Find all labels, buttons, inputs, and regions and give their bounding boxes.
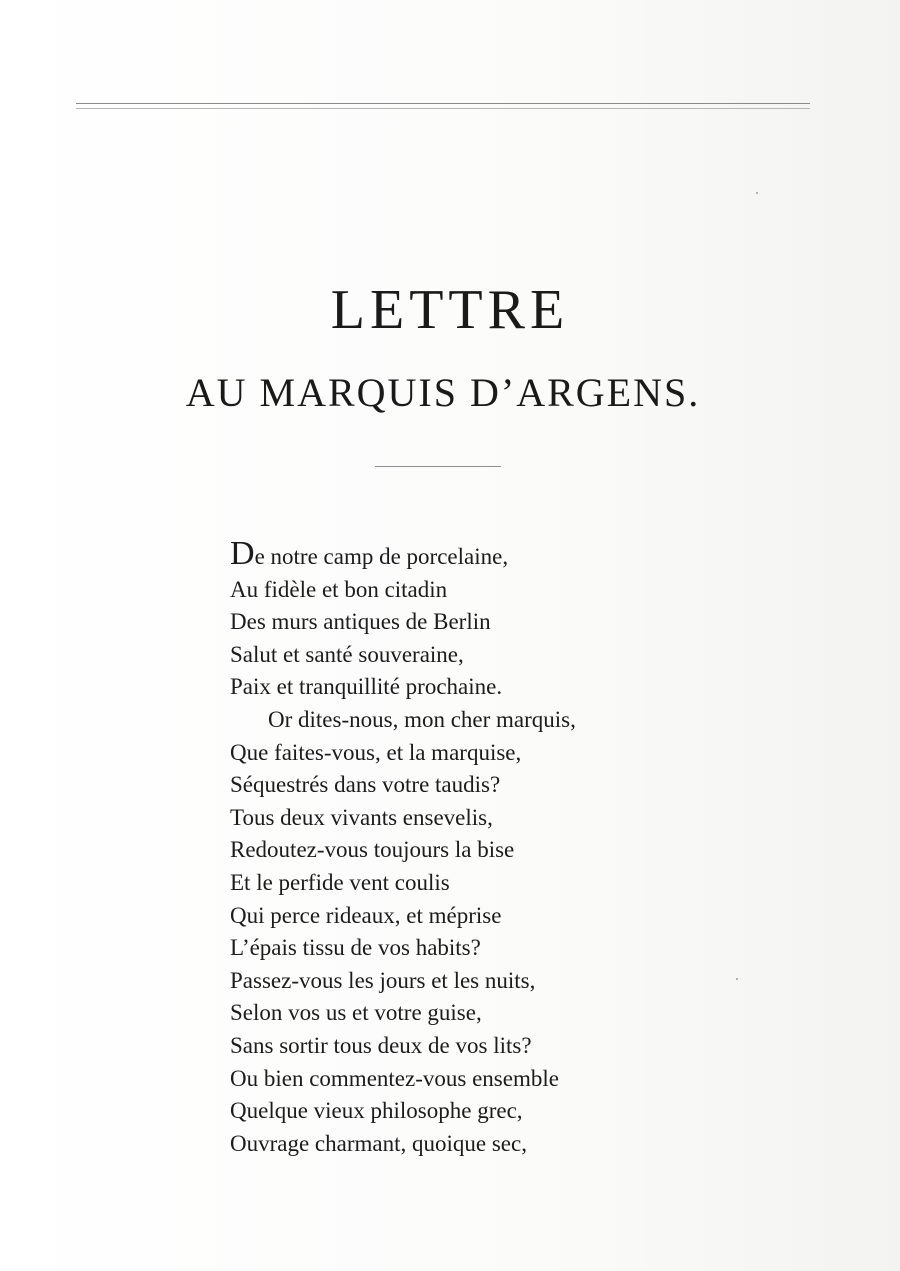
poem-line: Paix et tranquillité prochaine. <box>230 674 503 700</box>
page-subtitle: AU MARQUIS D’ARGENS. <box>185 370 701 415</box>
header-rule <box>76 103 810 104</box>
poem-line: Ouvrage charmant, quoique sec, <box>230 1130 527 1156</box>
poem-line: Que faites-vous, et la marquise, <box>230 739 522 765</box>
poem <box>230 535 790 1160</box>
poem-line: Et le perfide vent coulis <box>230 869 450 895</box>
poem-line: Au fidèle et bon citadin <box>230 576 448 602</box>
poem-line: L’épais tissu de vos habits? <box>230 935 481 961</box>
poem-line: Sans sortir tous deux de vos lits? <box>230 1032 532 1058</box>
header-rule-secondary <box>76 108 810 109</box>
poem-line: Passez-vous les jours et les nuits, <box>230 967 536 993</box>
page-title: LETTRE <box>330 279 570 341</box>
poem-line: Ou bien commentez-vous ensemble <box>230 1065 559 1091</box>
poem-line-text: e notre camp de porcelaine, <box>254 544 509 569</box>
title-divider <box>375 466 501 467</box>
drop-cap: D <box>230 535 255 572</box>
poem-line: Or dites-nous, mon cher marquis, <box>268 706 576 732</box>
poem-line: Selon vos us et votre guise, <box>230 1000 482 1026</box>
paper-speck <box>756 192 758 194</box>
poem-line: Redoutez-vous toujours la bise <box>230 837 515 863</box>
poem-line: Quelque vieux philosophe grec, <box>230 1098 523 1124</box>
poem-line: Séquestrés dans votre taudis? <box>230 772 501 798</box>
poem-line: Qui perce rideaux, et méprise <box>230 902 502 928</box>
poem-line <box>230 535 790 574</box>
poem-line: Des murs antiques de Berlin <box>230 609 491 635</box>
poem-line: Salut et santé souveraine, <box>230 641 464 667</box>
poem-line: Tous deux vivants ensevelis, <box>230 804 493 830</box>
paper-speck <box>736 978 738 980</box>
